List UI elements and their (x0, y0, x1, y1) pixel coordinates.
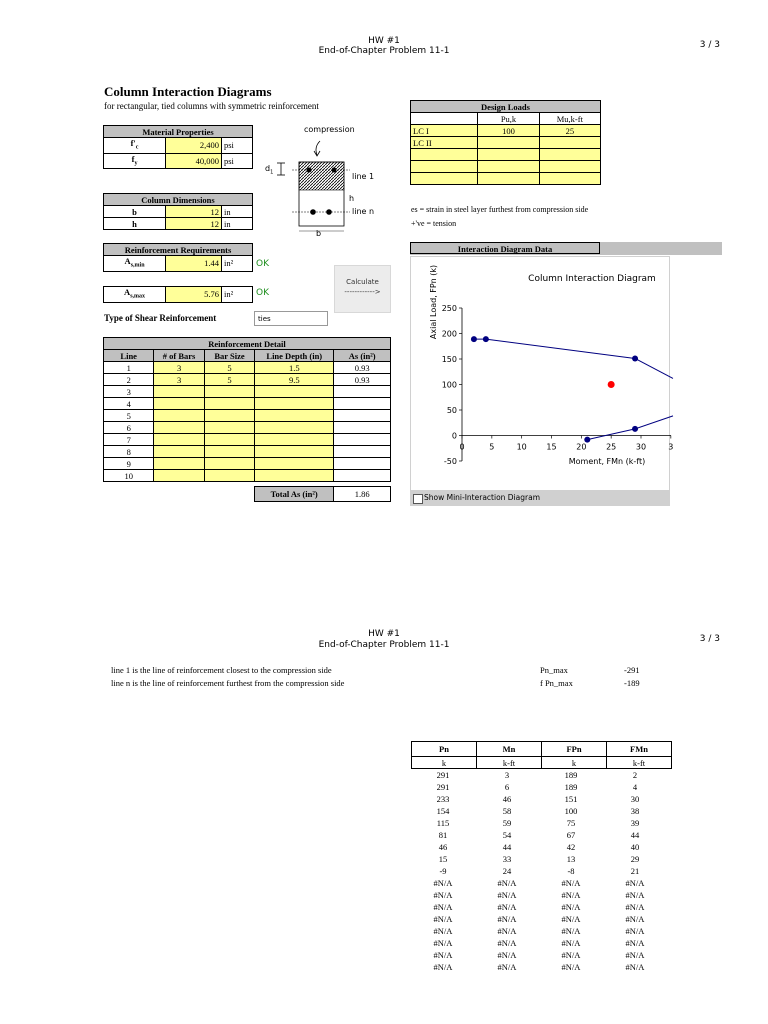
chart-ylabel: Axial Load, FPn (k) (429, 264, 438, 340)
header-page: 3 / 3 (699, 40, 720, 50)
barsize-cell[interactable] (204, 410, 254, 422)
as-cell (334, 458, 391, 470)
chart-xtick-label: 30 (635, 442, 647, 452)
bars-cell[interactable] (154, 458, 204, 470)
sketch-line1-label: line 1 (352, 172, 375, 181)
fy-value[interactable]: 40,000 (166, 153, 222, 169)
column-section-sketch (262, 135, 392, 240)
fc-unit: psi (221, 138, 252, 154)
material-properties-table (103, 125, 253, 169)
barsize-cell[interactable] (204, 398, 254, 410)
chart-point (483, 336, 489, 342)
fmn-cell: #N/A (625, 890, 645, 900)
col-bars: # of Bars (154, 350, 204, 362)
fpn-cell: 67 (566, 830, 576, 840)
h-unit: in (221, 218, 252, 230)
total-as-value: 1.86 (334, 487, 391, 502)
pn-cell: #N/A (433, 890, 453, 900)
barsize-cell[interactable] (204, 434, 254, 446)
design-load-row (411, 137, 601, 149)
results-row (411, 949, 667, 961)
mn-cell: #N/A (497, 902, 517, 912)
fmn-cell: #N/A (625, 926, 645, 936)
res-unit-fpn: k (542, 757, 607, 769)
pn-cell: #N/A (433, 878, 453, 888)
chart-ytick-label: -50 (443, 457, 457, 466)
fmn-cell: #N/A (625, 878, 645, 888)
res-unit-pn: k (412, 757, 477, 769)
results-row (411, 829, 667, 841)
column-dimensions-table (103, 193, 253, 230)
page-subtitle: for rectangular, tied columns with symmetric reinforcement (104, 101, 319, 111)
as-cell (334, 410, 391, 422)
fmn-cell: 39 (630, 818, 640, 828)
pn-cell: 291 (436, 770, 450, 780)
fy-label: $f_y$ (104, 153, 166, 169)
bars-cell[interactable] (154, 446, 204, 458)
res-col-mn: Mn (477, 742, 542, 757)
sketch-h-label: h (349, 194, 355, 203)
mn-cell: 46 (502, 794, 512, 804)
as-cell: 0.93 (334, 362, 391, 374)
mn-cell: 58 (502, 806, 512, 816)
col-depth: Line Depth (in) (255, 350, 334, 362)
calculate-button[interactable] (334, 265, 391, 313)
fpn-cell: #N/A (561, 950, 581, 960)
pn-cell: #N/A (433, 950, 453, 960)
dl-col-pu: Pu,k (478, 113, 539, 125)
asmin-status: OK (256, 259, 269, 269)
reinforcement-detail-table (103, 337, 391, 482)
mini-diagram-label: Show Mini-Interaction Diagram (424, 493, 540, 502)
mn-cell: 3 (504, 770, 510, 780)
chart-series-extension (635, 416, 673, 429)
pn-cell: #N/A (433, 902, 453, 912)
bars-cell[interactable]: 3 (154, 362, 204, 374)
chart-ytick-label: 0 (451, 431, 457, 441)
reinf-detail-row (104, 398, 391, 410)
load-case-cell[interactable]: LC II (411, 137, 478, 149)
design-load-row (411, 161, 601, 173)
fmn-cell: #N/A (625, 902, 645, 912)
res-col-fpn: FPn (542, 742, 607, 757)
reinf-detail-row (104, 374, 391, 386)
asmax-status: OK (256, 288, 269, 298)
design-loads-table (410, 100, 601, 185)
depth-cell[interactable] (255, 470, 334, 482)
chart-ytick-label: 150 (441, 355, 457, 364)
chart-ytick-label: 50 (446, 406, 457, 415)
barsize-cell[interactable]: 5 (204, 362, 254, 374)
bars-cell[interactable] (154, 386, 204, 398)
col-line: Line (104, 350, 154, 362)
mu-cell[interactable] (539, 149, 600, 161)
chart-xtick-label: 20 (576, 442, 587, 452)
fmn-cell: 30 (630, 794, 640, 804)
pn-cell: 81 (438, 830, 448, 840)
load-case-cell[interactable]: LC I (411, 125, 478, 137)
header-problem: End-of-Chapter Problem 11-1 (318, 46, 450, 56)
barsize-cell[interactable] (204, 458, 254, 470)
reinf-detail-row (104, 446, 391, 458)
fpn-cell: #N/A (561, 902, 581, 912)
depth-cell[interactable] (255, 422, 334, 434)
material-header: Material Properties (104, 126, 253, 138)
results-header-table (411, 741, 672, 769)
asmax-unit: in² (221, 287, 252, 303)
reinf-detail-row (104, 458, 391, 470)
line-cell: 8 (104, 446, 154, 458)
as-cell (334, 470, 391, 482)
design-load-row (411, 125, 601, 137)
fc-label: $f'_c$ (104, 138, 166, 154)
pu-cell[interactable] (478, 173, 539, 185)
fmn-cell: 29 (630, 854, 640, 864)
line-cell: 4 (104, 398, 154, 410)
chart-point (584, 437, 590, 443)
results-row (411, 937, 667, 949)
results-row (411, 865, 667, 877)
bars-cell[interactable] (154, 398, 204, 410)
fmn-cell: 38 (630, 806, 640, 816)
fmn-cell: 44 (630, 830, 640, 840)
chart-xtick-label: 3 (668, 442, 674, 452)
note-tension: +'ve = tension (411, 219, 457, 228)
results-table (411, 769, 667, 973)
dl-col-mu: Mu,k-ft (539, 113, 600, 125)
page2-note-line1: line 1 is the line of reinforcement closest to the compression side (111, 665, 332, 675)
interaction-chart (410, 256, 674, 491)
line-cell: 3 (104, 386, 154, 398)
chart-xtick-label: 25 (606, 442, 617, 452)
results-row (411, 841, 667, 853)
fpn-cell: #N/A (561, 938, 581, 948)
sketch-d1-label: $d_1$ (265, 164, 274, 176)
depth-cell[interactable]: 1.5 (255, 362, 334, 374)
res-col-fmn: FMn (607, 742, 672, 757)
pu-cell[interactable] (478, 161, 539, 173)
page2-header-problem: End-of-Chapter Problem 11-1 (318, 640, 450, 650)
mu-cell[interactable]: 25 (539, 125, 600, 137)
chart-series-line (474, 339, 635, 358)
as-cell (334, 386, 391, 398)
col-barsize: Bar Size (204, 350, 254, 362)
design-loads-header: Design Loads (411, 101, 601, 113)
chart-point (632, 426, 638, 432)
fc-value[interactable]: 2,400 (166, 138, 222, 154)
results-row (411, 769, 667, 781)
chart-ytick-label: 200 (441, 329, 457, 339)
chart-title: Column Interaction Diagram (528, 274, 656, 284)
barsize-cell[interactable] (204, 422, 254, 434)
mini-diagram-checkbox[interactable] (413, 494, 423, 504)
mn-cell: #N/A (497, 950, 517, 960)
asmin-value: 1.44 (166, 256, 222, 272)
as-cell (334, 422, 391, 434)
bars-cell[interactable] (154, 470, 204, 482)
reinf-detail-row (104, 410, 391, 422)
page2-note-linen: line n is the line of reinforcement furthest from the compression side (111, 678, 345, 688)
barsize-cell[interactable] (204, 446, 254, 458)
page2-header-hw: HW #1 (368, 629, 400, 639)
page-title: Column Interaction Diagrams (104, 84, 272, 99)
interaction-chart-svg (411, 257, 674, 492)
bars-cell[interactable] (154, 410, 204, 422)
bars-cell[interactable] (154, 422, 204, 434)
bars-cell[interactable] (154, 434, 204, 446)
fpn-cell: 189 (564, 770, 578, 780)
as-cell: 0.93 (334, 374, 391, 386)
res-unit-mn: k-ft (477, 757, 542, 769)
chart-point (632, 355, 638, 361)
asmin-label: $A_{s,min}$ (104, 256, 166, 272)
mn-cell: #N/A (497, 914, 517, 924)
col-as: As (in²) (334, 350, 391, 362)
fpn-cell: #N/A (561, 914, 581, 924)
depth-cell[interactable] (255, 446, 334, 458)
calculate-label: Calculate (346, 278, 379, 286)
load-case-cell[interactable] (411, 173, 478, 185)
sketch-linen-label: line n (352, 207, 375, 216)
depth-cell[interactable] (255, 434, 334, 446)
bars-cell[interactable]: 3 (154, 374, 204, 386)
results-row (411, 925, 667, 937)
depth-cell[interactable] (255, 410, 334, 422)
line-cell: 2 (104, 374, 154, 386)
pn-cell: #N/A (433, 926, 453, 936)
note-es: es = strain in steel layer furthest from compression side (411, 205, 589, 214)
mn-cell: #N/A (497, 962, 517, 972)
fmn-cell: 40 (630, 842, 640, 852)
pn-cell: #N/A (433, 914, 453, 924)
asmax-table (103, 286, 253, 303)
pn-cell: #N/A (433, 938, 453, 948)
as-cell (334, 446, 391, 458)
mn-cell: #N/A (497, 926, 517, 936)
mu-cell[interactable] (539, 137, 600, 149)
pu-cell[interactable]: 100 (478, 125, 539, 137)
design-load-row (411, 173, 601, 185)
pn-max-label: Pn_max (540, 665, 568, 675)
calculate-arrow: ------------> (344, 288, 381, 296)
fmn-cell: #N/A (625, 962, 645, 972)
chart-xtick-label: 0 (459, 442, 465, 452)
fmn-cell: 4 (632, 782, 638, 792)
dl-col-blank (411, 113, 478, 125)
pn-cell: 154 (436, 806, 450, 816)
fy-unit: psi (221, 153, 252, 169)
pu-cell[interactable] (478, 137, 539, 149)
barsize-cell[interactable]: 5 (204, 374, 254, 386)
h-label: h (104, 218, 166, 230)
pn-cell: #N/A (433, 962, 453, 972)
results-row (411, 853, 667, 865)
line-cell: 1 (104, 362, 154, 374)
shear-label: Type of Shear Reinforcement (104, 313, 217, 323)
line-cell: 10 (104, 470, 154, 482)
results-row (411, 793, 667, 805)
chart-series-extension (635, 358, 673, 378)
fpn-max-label: f Pn_max (540, 678, 573, 688)
fpn-cell: 75 (566, 818, 576, 828)
res-col-pn: Pn (412, 742, 477, 757)
fpn-max-value: -189 (624, 678, 640, 688)
load-case-cell[interactable] (411, 161, 478, 173)
pn-cell: -9 (439, 866, 447, 876)
mn-cell: 6 (504, 782, 510, 792)
load-case-cell[interactable] (411, 149, 478, 161)
results-row (411, 877, 667, 889)
design-load-row (411, 149, 601, 161)
fpn-cell: #N/A (561, 890, 581, 900)
chart-xlabel: Moment, FMn (k-ft) (568, 457, 646, 466)
res-unit-fmn: k-ft (607, 757, 672, 769)
pn-cell: 233 (436, 794, 450, 804)
sketch-b-label: b (316, 229, 322, 238)
mn-cell: 44 (502, 842, 512, 852)
total-as-table (254, 486, 391, 502)
results-row (411, 781, 667, 793)
chart-point (471, 336, 477, 342)
pn-cell: 115 (436, 818, 450, 828)
reinforcement-requirements-table (103, 243, 253, 272)
reinf-detail-row (104, 470, 391, 482)
interaction-data-header: Interaction Diagram Data (410, 242, 600, 254)
fmn-cell: #N/A (625, 938, 645, 948)
b-label: b (104, 206, 166, 218)
mn-cell: 33 (502, 854, 512, 864)
depth-cell[interactable] (255, 458, 334, 470)
fpn-cell: 151 (564, 794, 578, 804)
chart-xtick-label: 10 (516, 442, 527, 452)
line-cell: 6 (104, 422, 154, 434)
asmin-unit: in² (221, 256, 252, 272)
pn-max-value: -291 (624, 665, 640, 675)
b-value[interactable]: 12 (166, 206, 222, 218)
fpn-cell: #N/A (561, 926, 581, 936)
mini-diagram-bar (410, 491, 670, 506)
b-unit: in (221, 206, 252, 218)
results-row (411, 805, 667, 817)
mn-cell: #N/A (497, 938, 517, 948)
chart-point (608, 381, 615, 388)
fpn-cell: 13 (566, 854, 576, 864)
mn-cell: 24 (502, 866, 512, 876)
mn-cell: 59 (502, 818, 512, 828)
page2-header-page: 3 / 3 (699, 634, 720, 644)
fpn-cell: #N/A (561, 962, 581, 972)
reinf-detail-header: Reinforcement Detail (104, 338, 391, 350)
pn-cell: 291 (436, 782, 450, 792)
line-cell: 7 (104, 434, 154, 446)
results-row (411, 889, 667, 901)
as-cell (334, 434, 391, 446)
pn-cell: 46 (438, 842, 448, 852)
chart-xtick-label: 5 (489, 442, 495, 452)
fmn-cell: #N/A (625, 914, 645, 924)
line-cell: 9 (104, 458, 154, 470)
reinf-detail-row (104, 386, 391, 398)
mn-cell: #N/A (497, 890, 517, 900)
mn-cell: 54 (502, 830, 512, 840)
reinf-req-header: Reinforcement Requirements (104, 244, 253, 256)
mu-cell[interactable] (539, 173, 600, 185)
pu-cell[interactable] (478, 149, 539, 161)
chart-ytick-label: 100 (441, 380, 457, 390)
depth-cell[interactable] (255, 398, 334, 410)
results-row (411, 901, 667, 913)
as-cell (334, 398, 391, 410)
shear-type-select[interactable]: ties (254, 311, 328, 326)
reinf-detail-row (104, 362, 391, 374)
mn-cell: #N/A (497, 878, 517, 888)
fpn-cell: 100 (564, 806, 578, 816)
fpn-cell: 189 (564, 782, 578, 792)
fmn-cell: 21 (630, 866, 640, 876)
asmax-value: 5.76 (166, 287, 222, 303)
line-cell: 5 (104, 410, 154, 422)
barsize-cell[interactable] (204, 386, 254, 398)
total-as-label: Total As (in²) (255, 487, 334, 502)
results-row (411, 817, 667, 829)
barsize-cell[interactable] (204, 470, 254, 482)
asmax-label: $A_{s,max}$ (104, 287, 166, 303)
chart-xtick-label: 15 (546, 442, 557, 452)
fpn-cell: #N/A (561, 878, 581, 888)
chart-ytick-label: 250 (441, 304, 457, 313)
h-value[interactable]: 12 (166, 218, 222, 230)
fpn-cell: 42 (566, 842, 576, 852)
sketch-compression-label: compression (304, 125, 355, 134)
results-row (411, 913, 667, 925)
dimensions-header: Column Dimensions (104, 194, 253, 206)
pn-cell: 15 (438, 854, 448, 864)
fmn-cell: 2 (632, 770, 638, 780)
depth-cell[interactable]: 9.5 (255, 374, 334, 386)
results-row (411, 961, 667, 973)
depth-cell[interactable] (255, 386, 334, 398)
mu-cell[interactable] (539, 161, 600, 173)
reinf-detail-row (104, 434, 391, 446)
header-hw: HW #1 (368, 36, 400, 46)
fpn-cell: -8 (567, 866, 575, 876)
fmn-cell: #N/A (625, 950, 645, 960)
reinf-detail-row (104, 422, 391, 434)
